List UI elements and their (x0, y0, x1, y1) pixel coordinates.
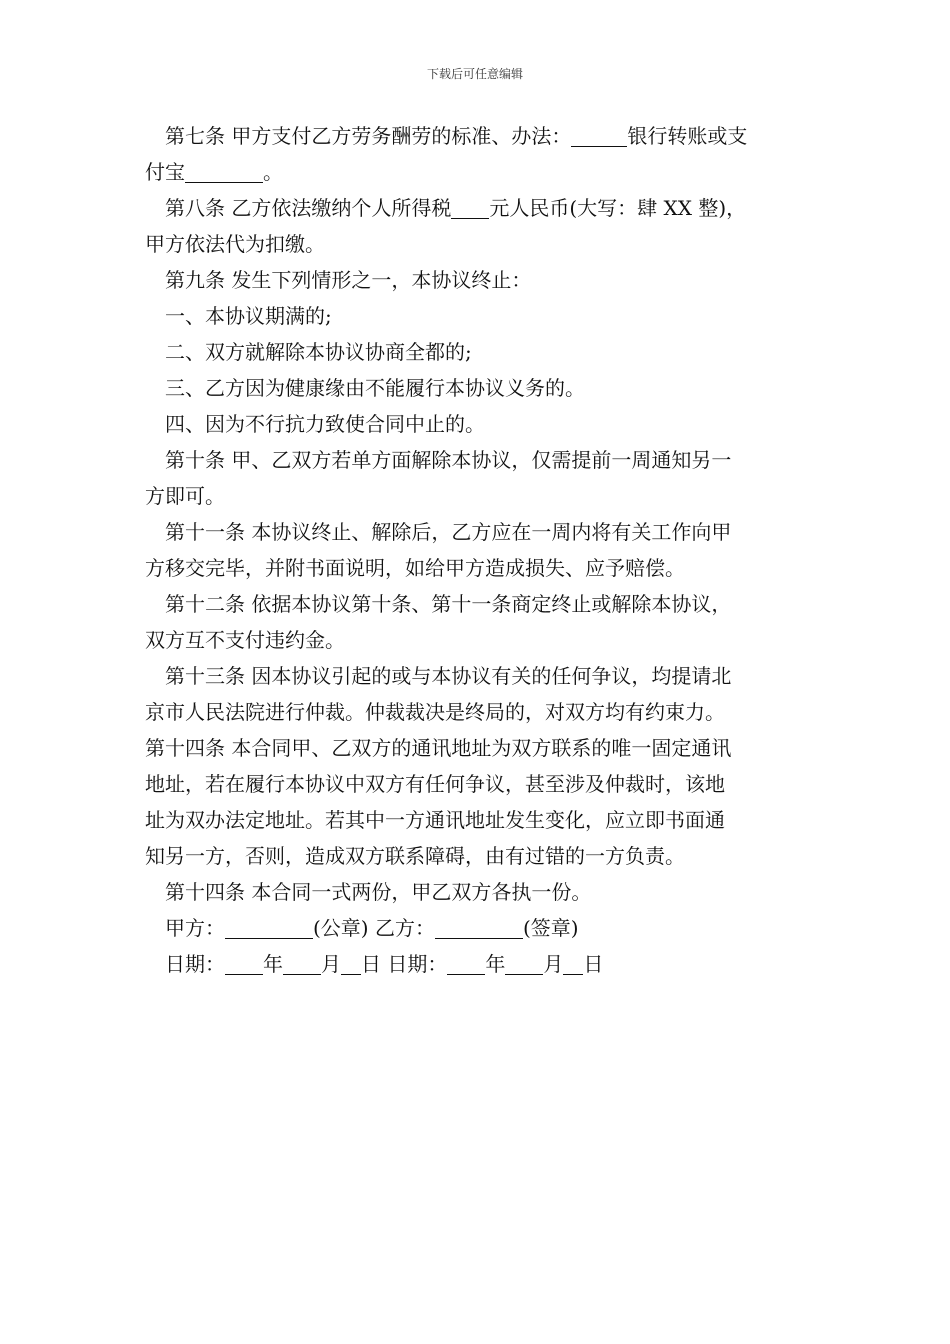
article-12-line-2: 双方互不支付违约金。 (145, 628, 345, 652)
article-9-item-3: 三、乙方因为健康缘由不能履行本协议义务的。 (165, 376, 585, 400)
text-segment: 第八条 乙方依法缴纳个人所得税 (165, 196, 452, 220)
year-label: 年 (263, 952, 283, 976)
article-9-item-1: 一、本协议期满的; (165, 304, 332, 328)
article-7-line-2 (145, 154, 810, 190)
article-8-line-1 (145, 190, 810, 226)
party-b-blank (435, 916, 523, 939)
text-segment: 付宝 (145, 160, 185, 184)
article-13-line-2: 京市人民法院进行仲裁。仲裁裁决是终局的，对双方均有约束力。 (145, 700, 725, 724)
day-blank (341, 952, 361, 975)
text-segment: 银行转账或支 (627, 124, 748, 148)
day-label: 日 (361, 952, 381, 976)
day-label-2: 日 (583, 952, 604, 976)
month-blank-2 (505, 952, 543, 975)
fill-blank (571, 124, 627, 147)
month-label: 月 (321, 952, 341, 976)
page-header: 下载后可任意编辑 (426, 67, 523, 81)
article-14a-line-1: 第十四条 本合同甲、乙双方的通讯地址为双方联系的唯一固定通讯 (145, 736, 732, 760)
year-blank (225, 952, 263, 975)
article-9-item-2: 二、双方就解除本协议协商全都的; (165, 340, 472, 364)
article-10-line-2: 方即可。 (145, 484, 225, 508)
year-label-2: 年 (485, 952, 506, 976)
date-label: 日期： (165, 952, 225, 976)
article-13-line-1: 第十三条 因本协议引起的或与本协议有关的任何争议，均提请北 (165, 664, 732, 688)
article-12-line-1: 第十二条 依据本协议第十条、第十一条商定终止或解除本协议， (165, 592, 732, 616)
article-10-line-1: 第十条 甲、乙双方若单方面解除本协议，仅需提前一周通知另一 (165, 448, 732, 472)
month-label-2: 月 (543, 952, 564, 976)
fill-blank (451, 196, 489, 219)
article-11-line-1: 第十一条 本协议终止、解除后，乙方应在一周内将有关工作向甲 (165, 520, 732, 544)
signature-line (145, 910, 810, 946)
date-line (145, 946, 810, 982)
party-a-seal: (公章) (313, 916, 369, 940)
party-b-label: 乙方： (368, 916, 435, 940)
article-14a-line-2: 地址，若在履行本协议中双方有任何争议，甚至涉及仲裁时，该地 (145, 772, 725, 796)
article-7-line-1 (145, 118, 810, 154)
date-label-2: 日期： (381, 952, 448, 976)
text-segment: 第七条 甲方支付乙方劳务酬劳的标准、办法： (165, 124, 572, 148)
party-b-seal: (签章) (522, 916, 579, 940)
fill-blank (185, 160, 263, 183)
text-segment: 。 (263, 160, 283, 184)
party-a-blank (225, 916, 313, 939)
text-segment: 元人民币(大写：肆 XX 整)， (489, 196, 747, 220)
article-9-item-4: 四、因为不行抗力致使合同中止的。 (165, 412, 485, 436)
article-14b-line-1: 第十四条 本合同一式两份，甲乙双方各执一份。 (165, 880, 592, 904)
article-14a-line-4: 知另一方，否则，造成双方联系障碍，由有过错的一方负责。 (145, 844, 685, 868)
day-blank-2 (563, 952, 583, 975)
party-a-label: 甲方： (165, 916, 225, 940)
month-blank (283, 952, 321, 975)
article-9-title: 第九条 发生下列情形之一，本协议终止： (165, 268, 532, 292)
article-11-line-2: 方移交完毕，并附书面说明，如给甲方造成损失、应予赔偿。 (145, 556, 685, 580)
article-14a-line-3: 址为双办法定地址。若其中一方通讯地址发生变化，应立即书面通 (145, 808, 725, 832)
article-8-line-2: 甲方依法代为扣缴。 (145, 232, 325, 256)
year-blank-2 (447, 952, 485, 975)
document-body (145, 118, 810, 982)
